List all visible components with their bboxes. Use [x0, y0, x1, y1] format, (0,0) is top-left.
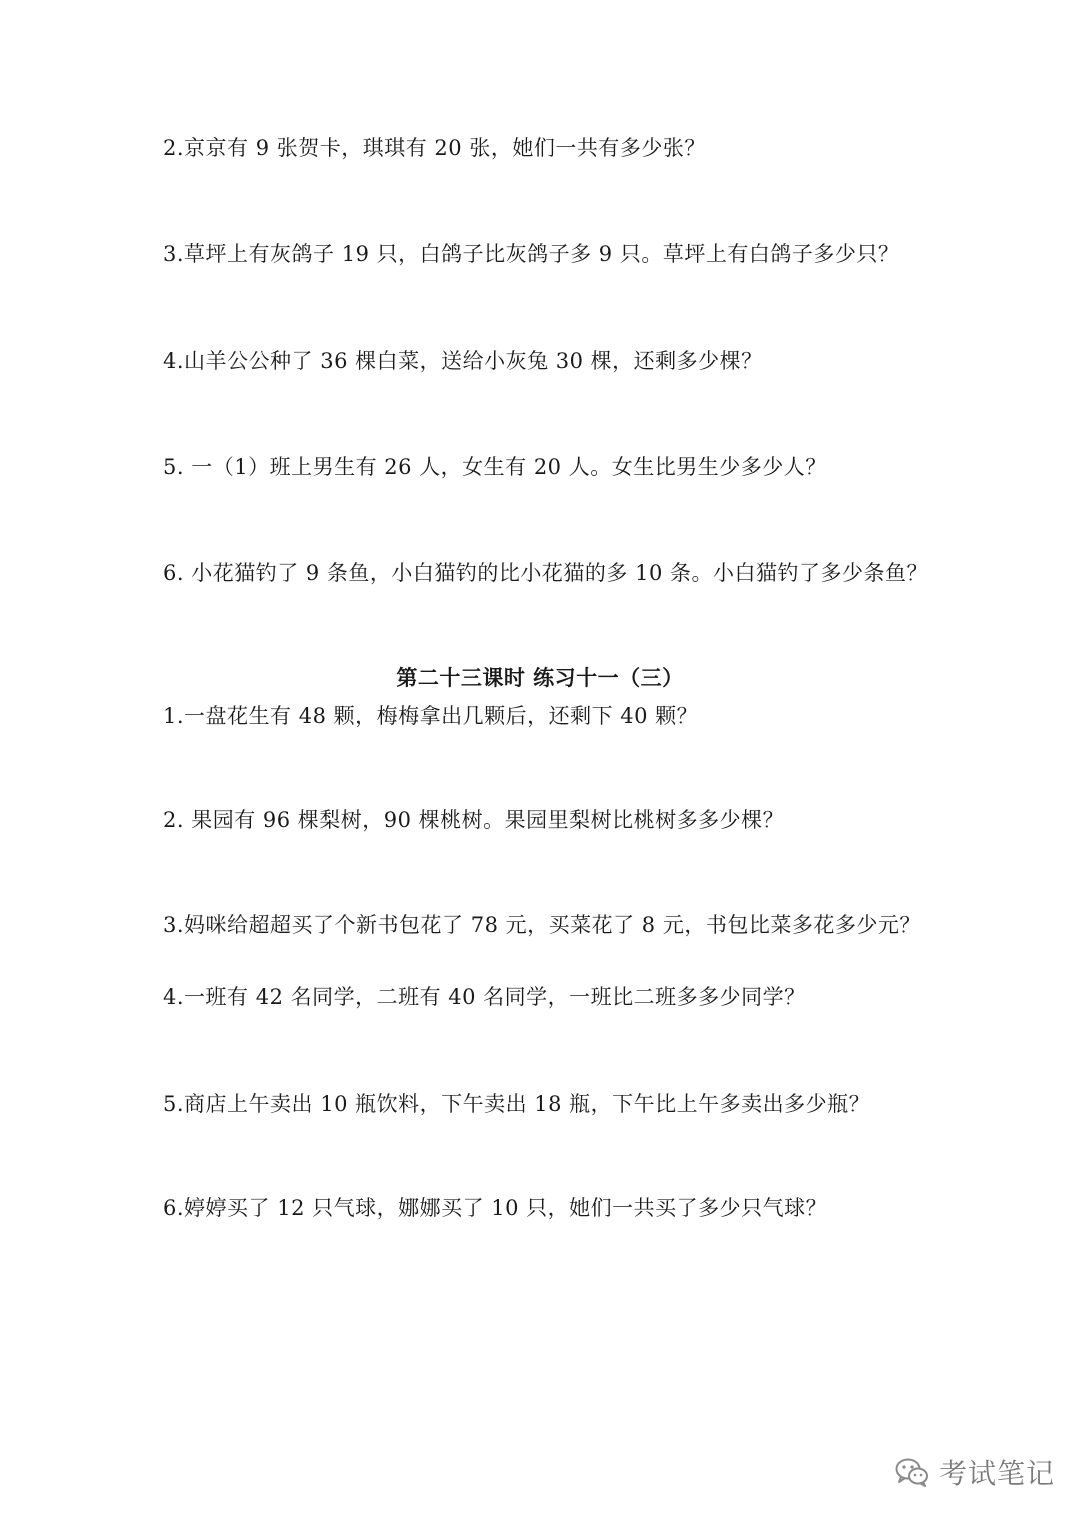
question-b4: 4.一班有 42 名同学，二班有 40 名同学，一班比二班多多少同学？	[163, 985, 806, 1009]
question-b6: 6.婷婷买了 12 只气球，娜娜买了 10 只，她们一共买了多少只气球？	[163, 1196, 828, 1220]
question-b3: 3.妈咪给超超买了个新书包花了 78 元，买菜花了 8 元，书包比菜多花多少元？	[163, 913, 921, 937]
question-a4: 4.山羊公公种了 36 棵白菜，送给小灰兔 30 棵，还剩多少棵？	[163, 349, 763, 373]
section-title: 第二十三课时 练习十一（三）	[396, 665, 684, 690]
wechat-icon	[895, 1457, 929, 1487]
question-b2: 2. 果园有 96 棵梨树，90 棵桃树。果园里梨树比桃树多多少棵？	[163, 808, 785, 832]
question-a6: 6. 小花猫钓了 9 条鱼，小白猫钓的比小花猫的多 10 条。小白猫钓了多少条鱼？	[163, 561, 928, 585]
question-a2: 2.京京有 9 张贺卡，琪琪有 20 张，她们一共有多少张？	[163, 136, 706, 160]
question-b1: 1.一盘花生有 48 颗，梅梅拿出几颗后，还剩下 40 颗？	[163, 704, 699, 728]
question-a5: 5. 一（1）班上男生有 26 人，女生有 20 人。女生比男生少多少人？	[163, 455, 827, 479]
question-b5: 5.商店上午卖出 10 瓶饮料，下午卖出 18 瓶，下午比上午多卖出多少瓶？	[163, 1092, 871, 1116]
watermark-text: 考试笔记	[939, 1457, 1056, 1490]
question-a3: 3.草坪上有灰鸽子 19 只，白鸽子比灰鸽子多 9 只。草坪上有白鸽子多少只？	[163, 242, 900, 266]
watermark	[895, 1444, 1055, 1500]
